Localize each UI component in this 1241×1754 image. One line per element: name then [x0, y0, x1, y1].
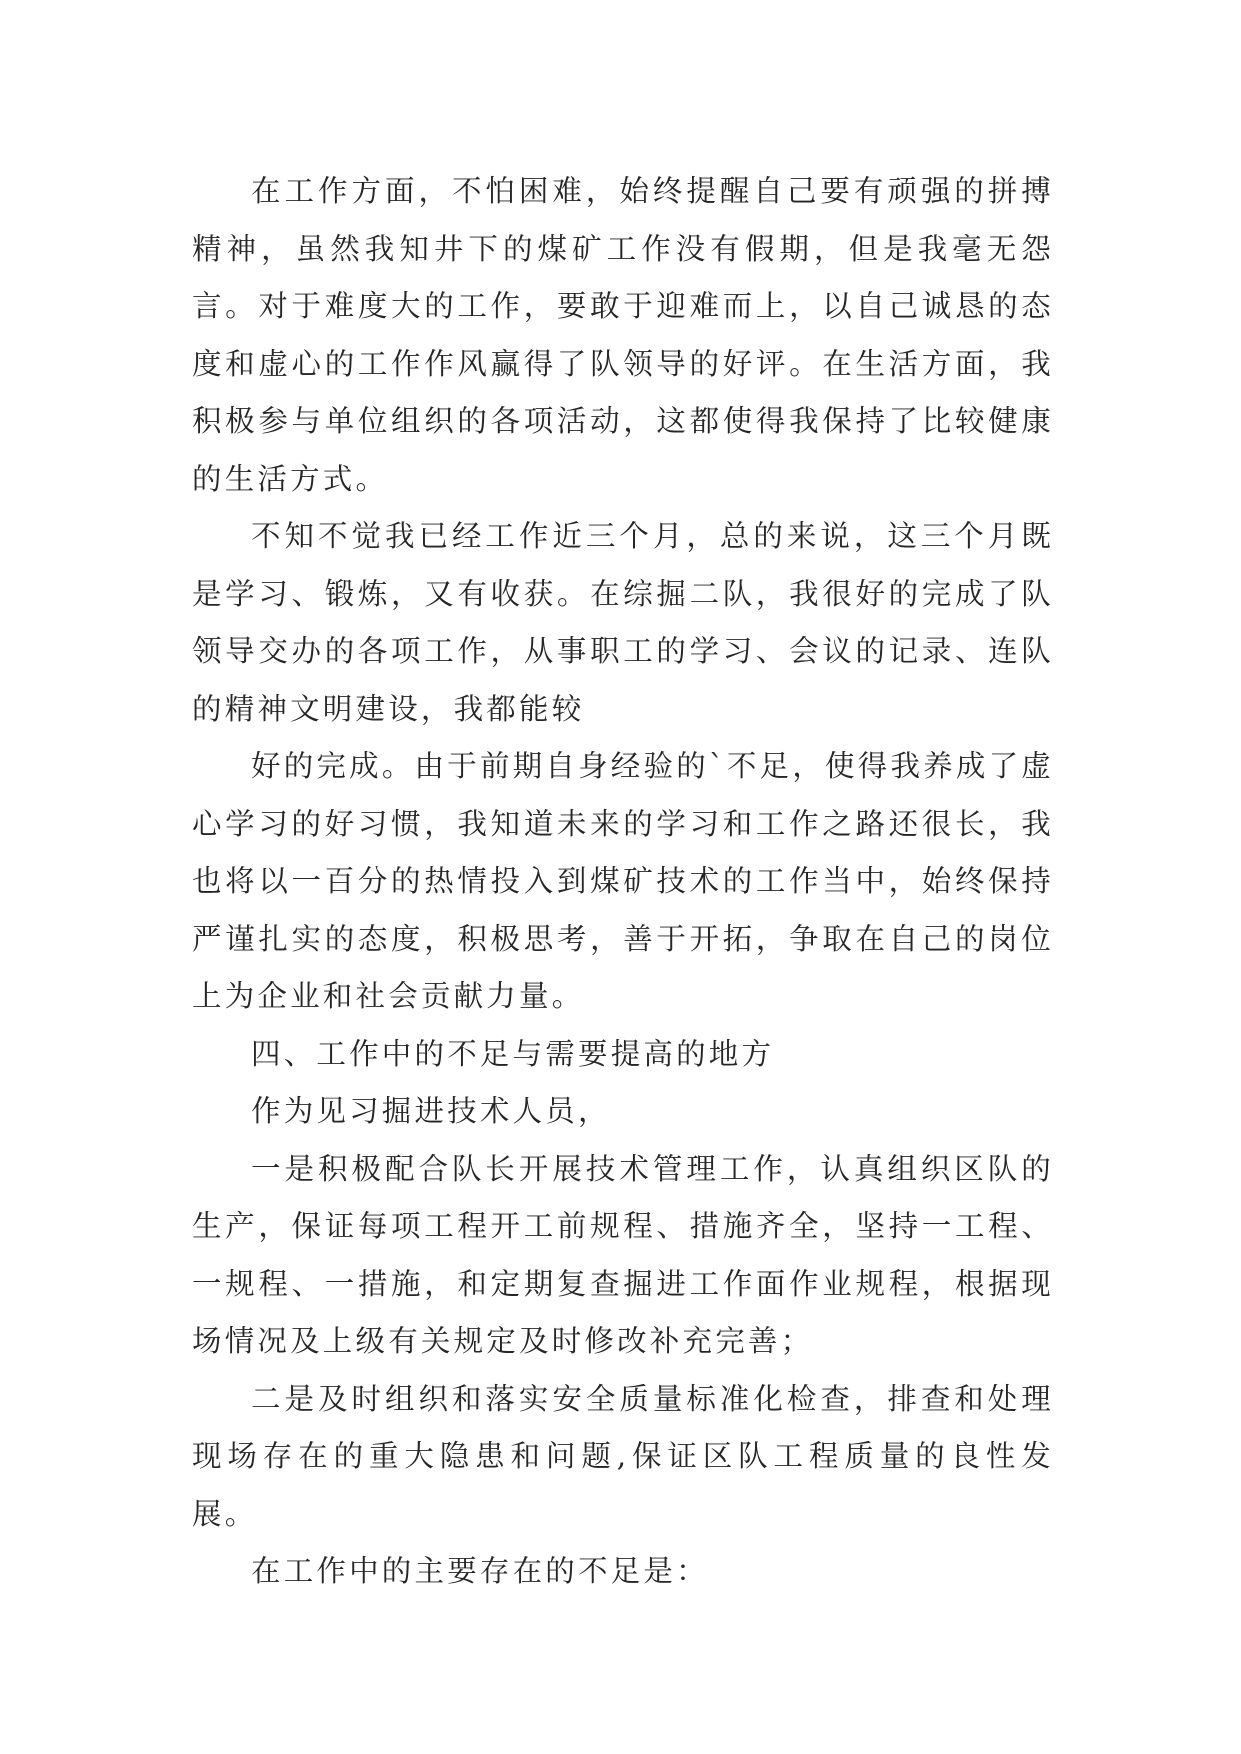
- paragraph-completion: 好的完成。由于前期自身经验的`不足，使得我养成了虚心学习的好习惯，我知道未来的学习和工作之路还很长，我也将以一百分的热情投入到煤矿技术的工作当中，始终保持严谨扎实的态度，积极思考，善于开拓，争取在自己的岗位上为企业和社会贡献力量。: [192, 749, 1054, 1013]
- paragraph-three-months: 不知不觉我已经工作近三个月，总的来说，这三个月既是学习、锻炼，又有收获。在综掘二队，我很好的完成了队领导交办的各项工作，从事职工的学习、会议的记录、连队的精神文明建设，我都能较: [192, 519, 1054, 726]
- paragraph-role: 作为见习掘进技术人员，: [251, 1094, 611, 1128]
- document-body: [192, 163, 1054, 1601]
- paragraph-work-attitude: 在工作方面，不怕困难，始终提醒自己要有顽强的拼搏精神，虽然我知井下的煤矿工作没有假期，但是我毫无怨言。对于难度大的工作，要敢于迎难而上，以自己诚恳的态度和虚心的工作作风赢得了队领导的好评。在生活方面，我积极参与单位组织的各项活动，这都使得我保持了比较健康的生活方式。: [192, 174, 1054, 496]
- paragraph-point-two: 二是及时组织和落实安全质量标准化检查，排查和处理现场存在的重大隐患和问题,保证区队工程质量的良性发展。: [192, 1381, 1054, 1531]
- paragraph-main-shortcomings: 在工作中的主要存在的不足是：: [251, 1554, 709, 1588]
- paragraph-point-one: 一是积极配合队长开展技术管理工作，认真组织区队的生产，保证每项工程开工前规程、措施齐全，坚持一工程、一规程、一措施，和定期复查掘进工作面作业规程，根据现场情况及上级有关规定及时修改补充完善；: [192, 1151, 1054, 1358]
- section-heading-shortcomings: 四、工作中的不足与需要提高的地方: [251, 1036, 775, 1071]
